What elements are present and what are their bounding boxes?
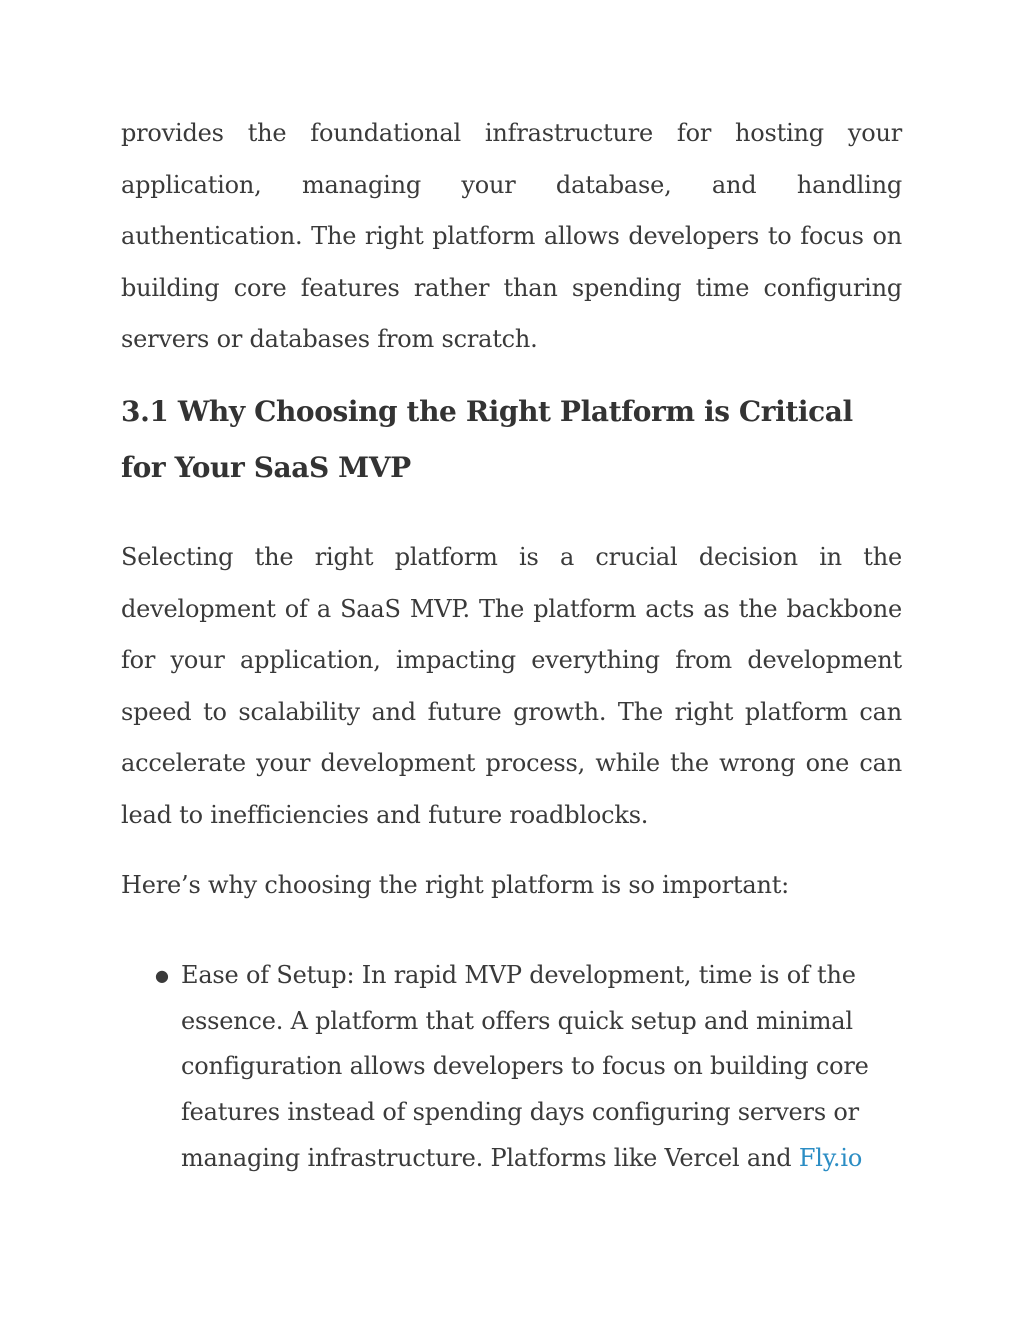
intro-paragraph: provides the foundational infrastructure for hosting your application, managing your database, and handling authentication. The right platform allows developers to focus on building core features rather than spending time configuring servers or databases from scratch. <box>121 119 902 354</box>
why-paragraph: Here’s why choosing the right platform is so important: <box>121 870 790 899</box>
list-item <box>155 953 902 1181</box>
bullet-icon: ● <box>155 966 169 986</box>
reasons-list <box>121 953 902 1181</box>
list-item-text: Ease of Setup: In rapid MVP development, time is of the essence. A platform that offers quick setup and minimal configuration allows developers to focus on building core features instead of spending days configuring servers or managing infrastructure. Platforms like Vercel and <box>181 961 869 1172</box>
selecting-paragraph: Selecting the right platform is a crucial decision in the development of a SaaS MVP. The platform acts as the backbone for your application, impacting everything from development speed to scalability and future growth. The right platform can accelerate your development process, while the wrong one can lead to inefficiencies and future roadblocks. <box>121 542 902 829</box>
document-page <box>121 108 902 1181</box>
fly-io-link[interactable]: Fly.io <box>798 1143 863 1172</box>
section-heading: 3.1 Why Choosing the Right Platform is Critical for Your SaaS MVP <box>121 394 853 484</box>
